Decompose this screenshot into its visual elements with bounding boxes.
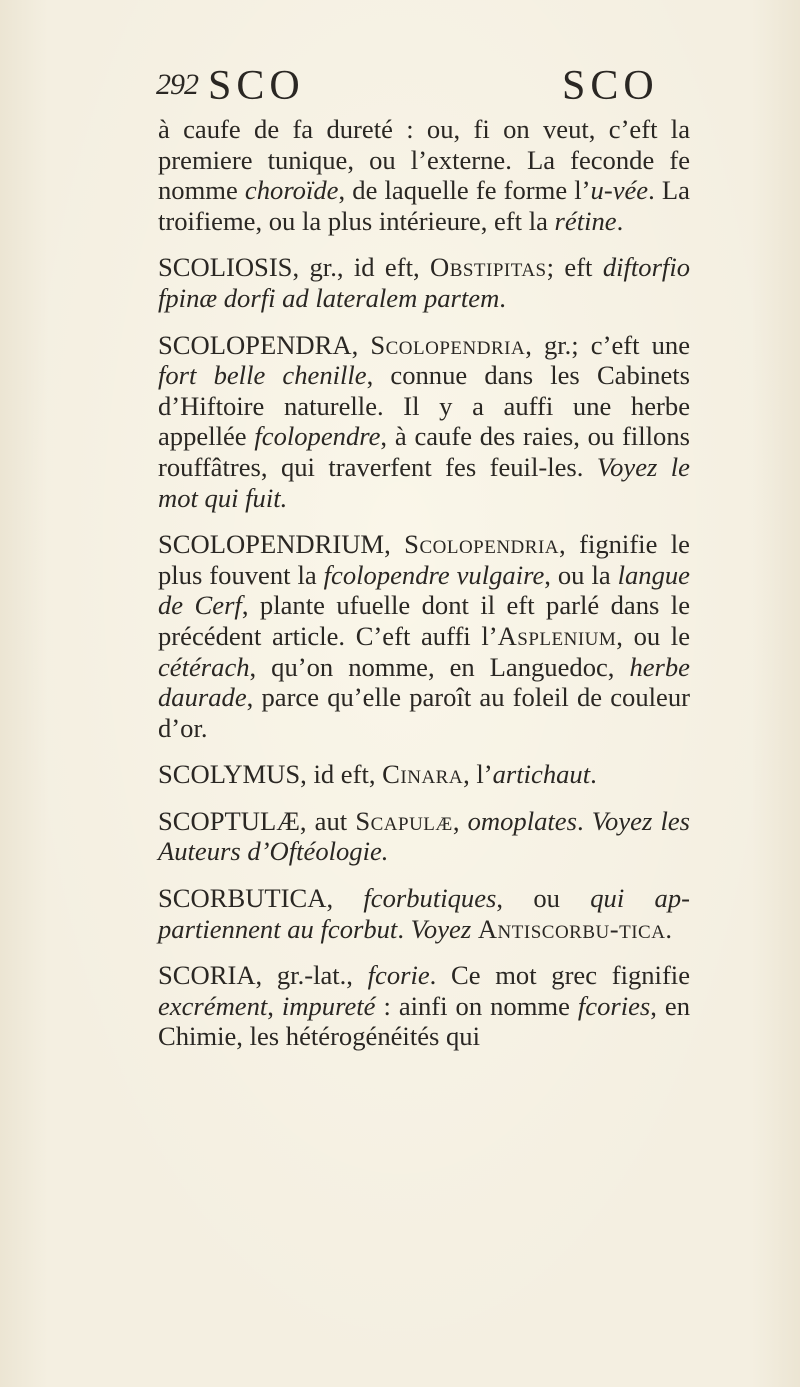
text: , ou la <box>544 559 618 590</box>
text: à caufe de fa dureté : ou, fi on veut, c’eft la premiere tunique, ou l’externe. La feconde fe nomme <box>158 114 690 206</box>
text: , aut <box>299 805 356 836</box>
italic-term: fort belle chenille <box>158 360 367 391</box>
italic-term: choroïde <box>244 175 339 206</box>
italic-term: rétine <box>554 205 617 236</box>
italic-term: fcolopendre vulgaire <box>323 559 545 590</box>
headword: SCORIA <box>158 960 256 991</box>
italic-term: fcorbutiques <box>363 883 497 914</box>
italic-term: fcorie <box>367 960 430 991</box>
entry-scorbutica <box>158 883 690 944</box>
entry-scoliosis <box>158 252 690 313</box>
text: : ainfi on nomme <box>375 990 578 1021</box>
text: , en Chimie, les hétérogénéités qui <box>158 990 691 1052</box>
text: , gr., id eft, <box>292 252 430 283</box>
italic-term: artichaut <box>492 759 591 790</box>
italic-term: fcories <box>577 990 651 1021</box>
text: , fignifie le plus fouvent la <box>158 529 690 590</box>
small-caps-term: Antiscorbu-tica <box>477 913 666 944</box>
italic-term: Voyez le mot qui fuit. <box>158 451 690 513</box>
text: . <box>397 913 411 944</box>
text: , qu’on nomme, en Languedoc, <box>249 651 630 682</box>
entry-continuation <box>158 114 690 236</box>
headword: SCORBUTICA <box>158 883 327 914</box>
entry-scolopendrium <box>158 529 690 743</box>
text: , de laquelle fe forme l’ <box>338 175 591 206</box>
text: ; eft <box>546 252 603 283</box>
headword: SCOPTULÆ <box>158 805 300 836</box>
text: , <box>267 990 282 1021</box>
entry-scoptulae <box>158 806 690 867</box>
italic-term: diftorfio fpinæ dorfi ad lateralem partem <box>158 252 691 313</box>
text: , gr.; c’eft une <box>525 329 691 360</box>
italic-term: Voyez les Auteurs d’Oftéologie. <box>158 805 691 867</box>
headword: SCOLOPENDRIUM <box>158 529 385 560</box>
text: , id eft, <box>300 759 383 790</box>
text <box>471 914 478 944</box>
italic-term: qui ap-partiennent au fcorbut <box>158 883 690 944</box>
italic-term: fcolopendre <box>254 421 381 452</box>
small-caps-term: Scolopendria <box>370 329 526 360</box>
text: , <box>351 329 371 360</box>
italic-term: langue de Cerf <box>158 559 690 621</box>
italic-term: Voyez <box>410 913 472 944</box>
text: , gr.-lat., <box>255 960 368 991</box>
text: , ou le <box>616 620 690 651</box>
small-caps-term: Scolopendria <box>404 529 560 560</box>
text: . <box>499 282 506 313</box>
text: . La troifieme, ou la plus intérieure, eft la <box>158 175 690 236</box>
text: , plante ufuelle dont il eft parlé dans le précédent article. C’eft auffi l’ <box>158 590 691 651</box>
dictionary-text <box>158 114 690 1052</box>
text: , à caufe des raies, ou fillons rouffâtres, qui traverfent fes feuil-les. <box>158 421 691 482</box>
entry-scolopendra <box>158 330 690 514</box>
headword: SCOLYMUS <box>158 759 301 790</box>
running-head-right: SCO <box>562 63 659 109</box>
italic-term: cétérach <box>158 651 250 682</box>
italic-term: excrément <box>158 990 268 1021</box>
text: . <box>616 205 624 236</box>
italic-term: herbe daurade <box>158 651 690 713</box>
text: , <box>326 883 364 914</box>
text: , connue dans les Cabinets d’Hiftoire naturelle. Il y a auffi une herbe appellée <box>158 360 691 452</box>
text: , <box>452 805 468 836</box>
small-caps-term: Asplenium <box>497 620 617 651</box>
running-header <box>156 58 666 108</box>
headword: SCOLIOSIS <box>158 252 293 283</box>
text: . <box>576 805 592 836</box>
italic-term: omoplates <box>467 805 577 836</box>
text: , ou <box>496 883 591 914</box>
small-caps-term: Obstipitas <box>429 252 547 283</box>
entry-scolymus <box>158 759 690 790</box>
small-caps-term: Scapulæ <box>355 805 453 836</box>
text: , parce qu’elle paroît au foleil de couleur d’or. <box>158 682 690 743</box>
entry-scoria <box>158 960 690 1052</box>
running-head-left: SCO <box>208 63 305 109</box>
text: . <box>665 913 673 944</box>
text: , l’ <box>463 759 493 790</box>
text: . <box>590 759 597 790</box>
small-caps-term: Cinara <box>382 759 464 790</box>
text: , <box>384 529 405 560</box>
text: . Ce mot grec fignifie <box>429 960 690 991</box>
headword: SCOLOPENDRA <box>158 329 352 360</box>
italic-term: u-vée <box>590 175 649 206</box>
page-number: 292 <box>156 68 198 101</box>
italic-term: impureté <box>281 990 376 1021</box>
